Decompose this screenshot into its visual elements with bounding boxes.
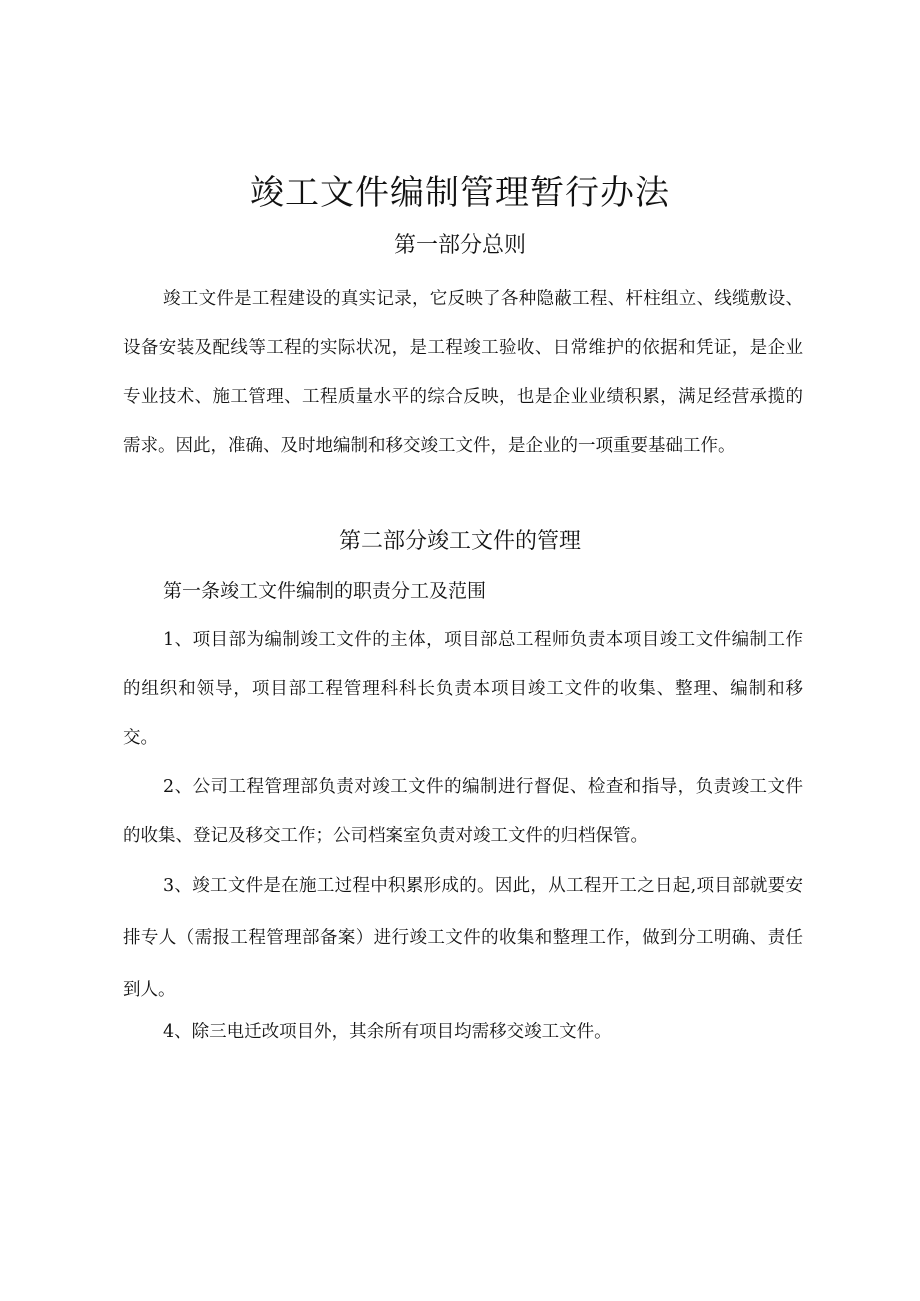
list-item-4: 4、除三电迁改项目外，其余所有项目均需移交竣工文件。	[163, 1022, 612, 1042]
article1-heading: 第一条竣工文件编制的职责分工及范围	[163, 580, 487, 602]
part2-heading: 第二部分竣工文件的管理	[338, 529, 581, 554]
list-item-1: 1、项目部为编制竣工文件的主体，项目部总工程师负责本项目竣工文件编制工作的组织和领导，项目部工程管理科科长负责本项目竣工文件的收集、整理、编制和移交。	[123, 630, 803, 748]
list-item-2: 2、公司工程管理部负责对竣工文件的编制进行督促、检查和指导，负责竣工文件的收集、登记及移交工作；公司档案室负责对竣工文件的归档保管。	[123, 777, 803, 846]
list-item-3: 3、竣工文件是在施工过程中积累形成的。因此，从工程开工之日起,项目部就要安排专人（需报工程管理部备案）进行竣工文件的收集和整理工作，做到分工明确、责任到人。	[123, 876, 803, 1000]
document-title: 竣工文件编制管理暂行办法	[250, 173, 670, 213]
part1-heading: 第一部分总则	[393, 233, 526, 258]
part1-paragraph: 竣工文件是工程建设的真实记录，它反映了各种隐蔽工程、杆柱组立、线缆敷设、设备安装及配线等工程的实际状况，是工程竣工验收、日常维护的依据和凭证，是企业专业技术、施工管理、工程质量水平的综合反映，也是企业业绩积累，满足经营承揽的需求。因此，准确、及时地编制和移交竣工文件，是企业的一项重要基础工作。	[123, 289, 803, 456]
